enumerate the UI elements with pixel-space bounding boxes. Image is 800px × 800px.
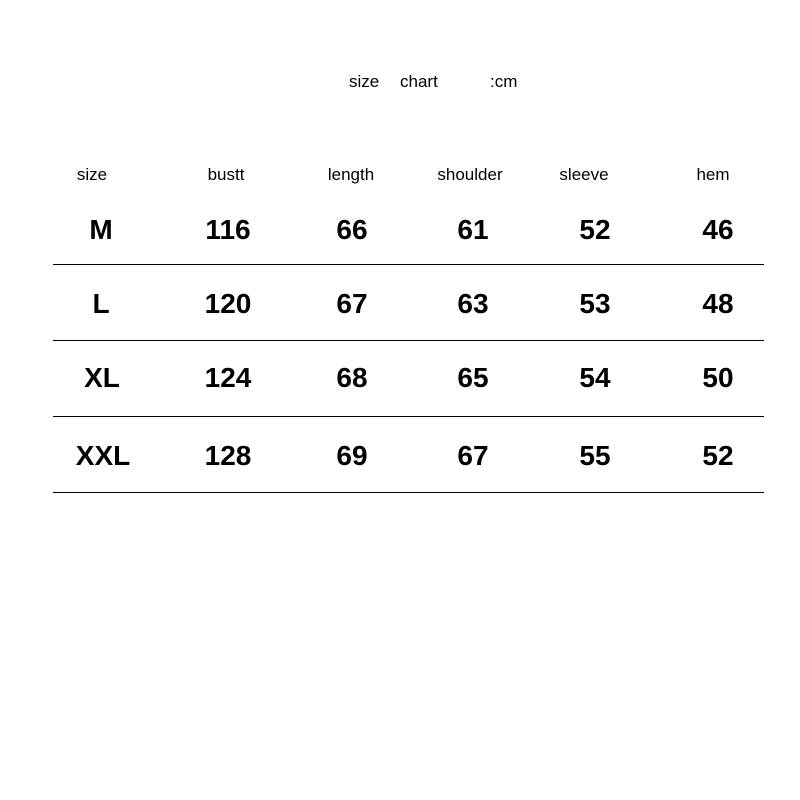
cell-bust: 120 bbox=[204, 288, 252, 319]
cell-bust: 124 bbox=[204, 362, 252, 393]
cell-length: 66 bbox=[336, 214, 368, 245]
cell-length: 69 bbox=[336, 440, 368, 471]
row-divider bbox=[53, 416, 764, 417]
cell-sleeve: 53 bbox=[579, 288, 611, 319]
cell-shoulder: 63 bbox=[457, 288, 489, 319]
header-bust: bustt bbox=[207, 165, 245, 184]
cell-hem: 50 bbox=[702, 362, 734, 393]
cell-hem: 48 bbox=[702, 288, 734, 319]
title-chart-word: chart bbox=[400, 72, 438, 91]
row-divider bbox=[53, 264, 764, 265]
cell-bust: 128 bbox=[204, 440, 252, 471]
cell-size: XXL bbox=[75, 440, 131, 471]
header-shoulder: shoulder bbox=[437, 165, 503, 184]
header-sleeve: sleeve bbox=[559, 165, 609, 184]
cell-hem: 52 bbox=[702, 440, 734, 471]
cell-sleeve: 52 bbox=[579, 214, 611, 245]
cell-shoulder: 67 bbox=[457, 440, 489, 471]
cell-length: 68 bbox=[336, 362, 368, 393]
cell-sleeve: 55 bbox=[579, 440, 611, 471]
row-divider bbox=[53, 492, 764, 493]
cell-bust: 116 bbox=[205, 214, 251, 245]
title-unit: :cm bbox=[490, 72, 518, 91]
cell-shoulder: 61 bbox=[457, 214, 489, 245]
header-size: size bbox=[76, 165, 108, 184]
header-length: length bbox=[327, 165, 375, 184]
cell-length: 67 bbox=[336, 288, 368, 319]
row-divider bbox=[53, 340, 764, 341]
cell-shoulder: 65 bbox=[457, 362, 489, 393]
cell-size: L bbox=[92, 288, 110, 319]
cell-hem: 46 bbox=[702, 214, 734, 245]
cell-size: XL bbox=[84, 362, 120, 393]
cell-size: M bbox=[89, 214, 113, 245]
cell-sleeve: 54 bbox=[579, 362, 611, 393]
title-size-word: size bbox=[349, 72, 380, 91]
header-hem: hem bbox=[696, 165, 730, 184]
